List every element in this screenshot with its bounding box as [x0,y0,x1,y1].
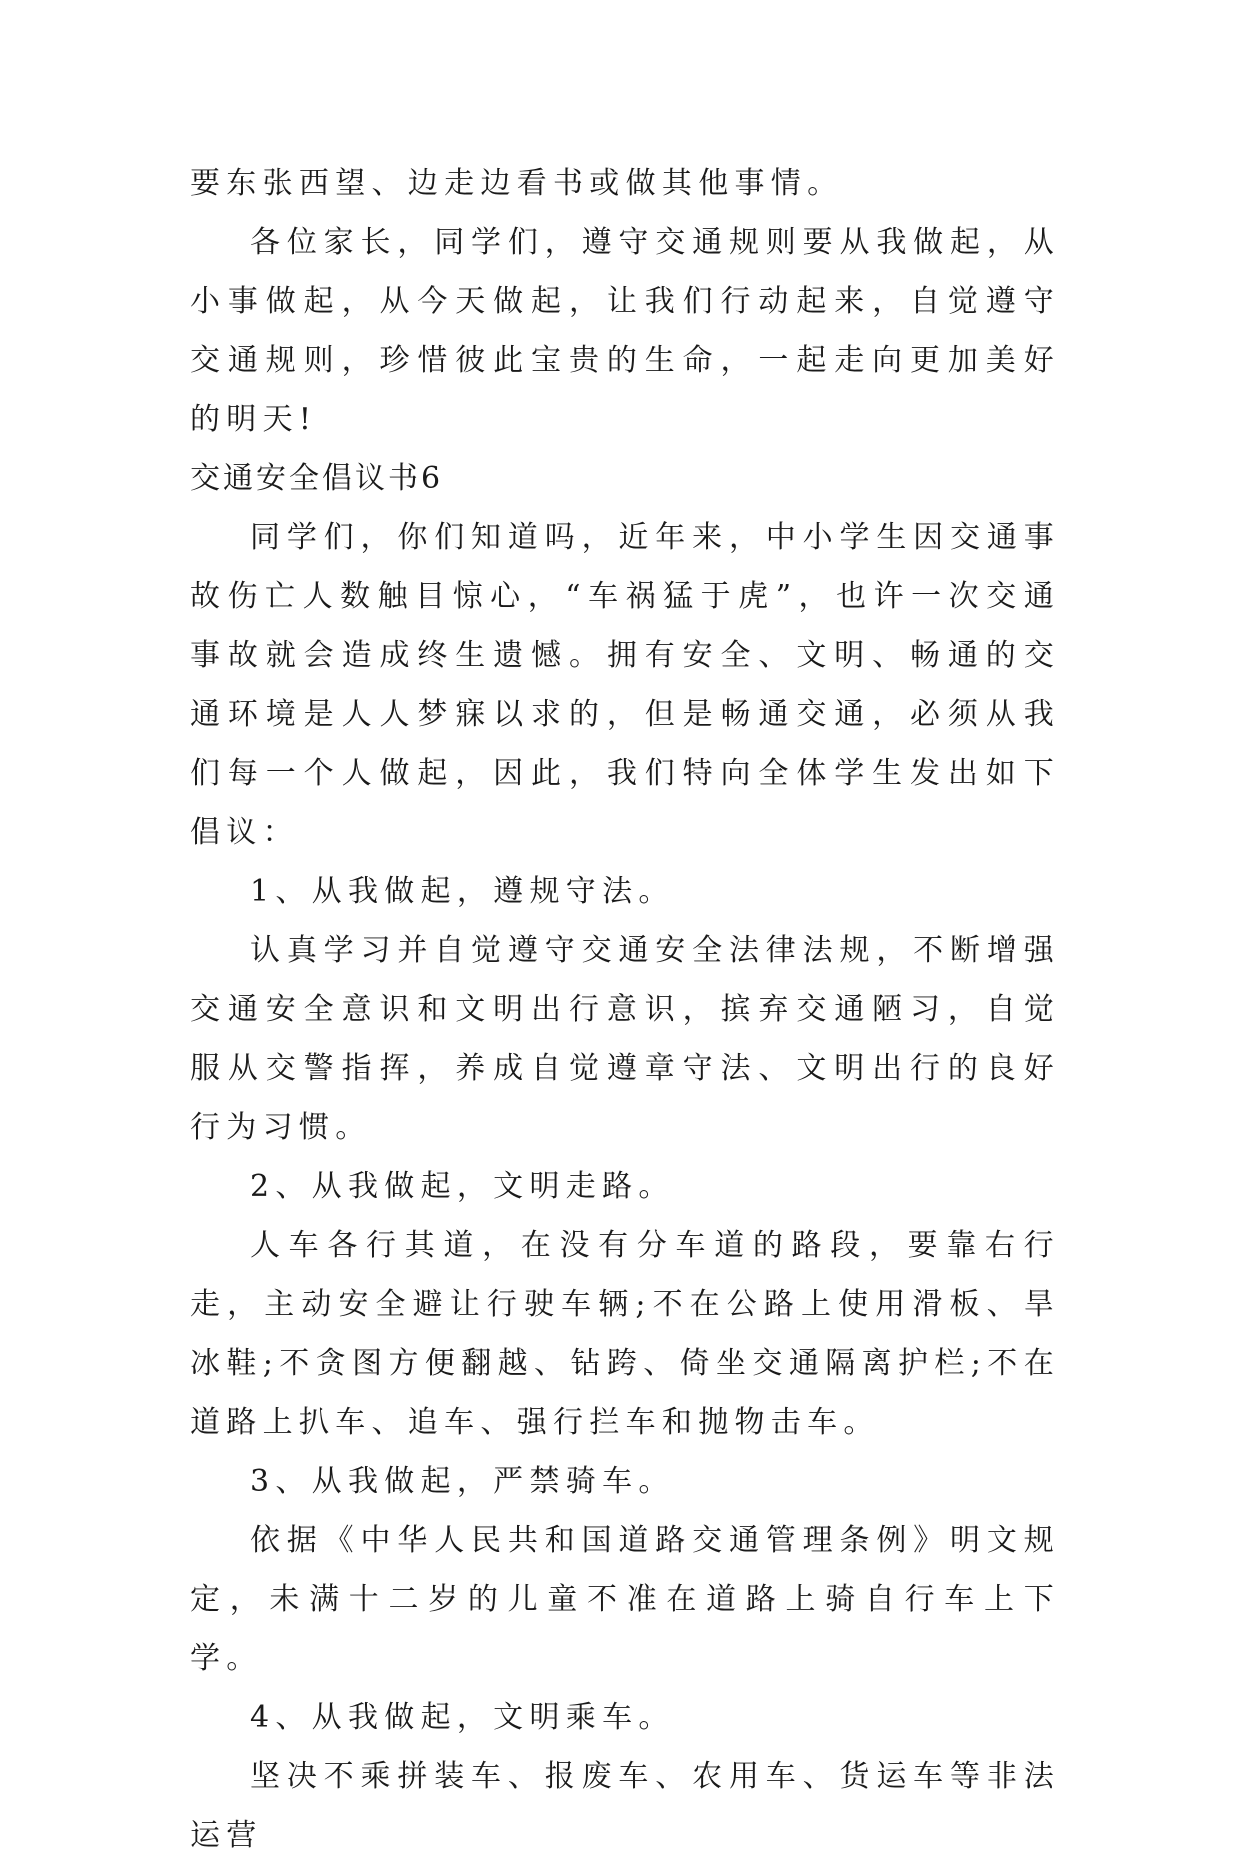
paragraph-continuation: 要东张西望、边走边看书或做其他事情。 [190,166,844,201]
item-body-3: 依据《中华人民共和国道路交通管理条例》明文规定，未满十二岁的儿童不准在道路上骑自行车上下学。 [190,1523,1060,1676]
item-body-4: 坚决不乘拼装车、报废车、农用车、货运车等非法运营 [190,1759,1060,1853]
document-body [190,154,1060,1865]
section-heading: 交通安全倡议书6 [190,461,444,496]
item-heading-3: 3、从我做起，严禁骑车。 [250,1464,675,1499]
item-heading-2: 2、从我做起，文明走路。 [250,1169,675,1204]
paragraph-intro: 同学们，你们知道吗，近年来，中小学生因交通事故伤亡人数触目惊心，“车祸猛于虎”，也许一次交通事故就会造成终生遗憾。拥有安全、文明、畅通的交通环境是人人梦寐以求的，但是畅通交通，必须从我们每一个人做起，因此，我们特向全体学生发出如下倡议： [190,520,1060,850]
item-heading-4: 4、从我做起，文明乘车。 [250,1700,675,1735]
item-body-2: 人车各行其道，在没有分车道的路段，要靠右行走，主动安全避让行驶车辆;不在公路上使用滑板、旱冰鞋;不贪图方便翻越、钻跨、倚坐交通隔离护栏;不在道路上扒车、追车、强行拦车和抛物击车。 [190,1228,1060,1440]
item-body-1: 认真学习并自觉遵守交通安全法律法规，不断增强交通安全意识和文明出行意识，摈弃交通陋习，自觉服从交警指挥，养成自觉遵章守法、文明出行的良好行为习惯。 [190,933,1060,1145]
paragraph-closing-appeal: 各位家长，同学们，遵守交通规则要从我做起，从小事做起，从今天做起，让我们行动起来，自觉遵守交通规则，珍惜彼此宝贵的生命，一起走向更加美好的明天! [190,225,1060,437]
item-heading-1: 1、从我做起，遵规守法。 [250,874,675,909]
